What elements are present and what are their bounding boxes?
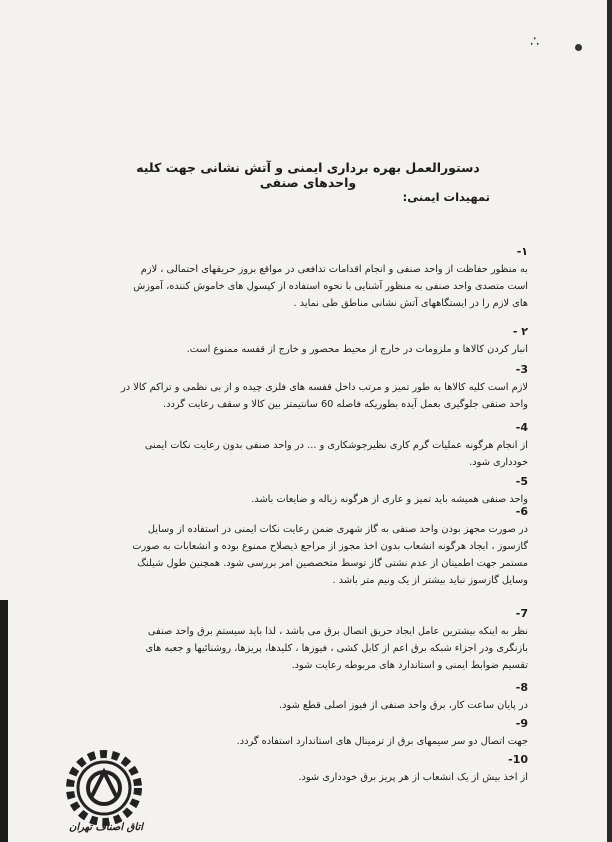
item-number: 10- [508, 753, 528, 766]
item-number: 5- [515, 475, 528, 488]
item-text: واحد صنفی همیشه باید تمیز و عاری از هرگونه زباله و ضایعات باشد. [251, 494, 528, 505]
item-text: لازم است کلیه کالاها به طور تمیز و مرتب داخل قفسه های فلزی چیده و از بی نظمی و تراکم کالا در واحد صنفی جلوگیری بعمل آیده بطوریکه فاصله 60 سانتیمتر بین کالا و سقف رعایت گردد. [121, 382, 528, 410]
item-number: 3- [515, 363, 528, 376]
item-text: انبار کردن کالاها و ملزومات در خارج از محیط محصور و خارج از قفسه ممنوع است. [186, 344, 528, 355]
list-item [118, 226, 528, 312]
item-text: در صورت مجهز بودن واحد صنفی به گاز شهری ضمن رعایت نکات ایمنی در استفاده از وسایل گازسوز ، ایجاد هرگونه انشعاب بدون اخذ مجوز از مراجع ذیصلاح ممنوع بوده و انشعابات به صورت مستمر جهت اطمینان از عدم نشتی گاز توسط متخصصین امر بررسی شود. همچنین طول شیلنگ وسایل گازسوز نباید بیشتر از یک ونیم متر باشد . [132, 524, 528, 586]
item-text: به منظور حفاظت از واحد صنفی و انجام اقدامات تدافعی در مواقع بروز حریقهای احتمالی ، لازم است متصدی واحد صنفی به منظور آشنایی با نحوه استفاده از کپسول های خاموش کننده، آموزش های لازم را در ایستگاههای آتش نشانی مناطق طی نماید . [133, 264, 528, 309]
item-number: ۱- [516, 245, 528, 258]
item-text: در پایان ساعت کار، برق واحد صنفی از فیوز اصلی قطع شود. [279, 700, 528, 711]
item-number: 7- [515, 607, 528, 620]
scan-edge-right [607, 0, 612, 842]
item-number: 8- [515, 681, 528, 694]
list-item [118, 486, 528, 589]
corner-scribble: ∴ [530, 34, 539, 50]
list-item [118, 734, 528, 786]
corner-dot [575, 44, 582, 51]
scan-edge-left [0, 600, 8, 842]
item-number: 4- [515, 421, 528, 434]
item-text: جهت اتصال دو سر سیمهای برق از ترمینال های استاندارد استفاده گردد. [236, 736, 528, 747]
item-number: ۲ - [512, 325, 528, 338]
item-number: 6- [515, 505, 528, 518]
item-text: نظر به اینکه بیشترین عامل ایجاد حریق اتصال برق می باشد ، لذا باید سیستم برق واحد صنفی بازنگری ودر اجزاء شبکه برق اعم از کابل کشی ، فیوزها ، کلیدها، پریزها، روشنائیها و جعبه های تقسیم ضوابط ایمنی و استاندارد های مربوطه رعایت شود. [145, 626, 528, 671]
section-heading: تمهیدات ایمنی: [402, 190, 490, 204]
document-title: دستورالعمل بهره برداری ایمنی و آتش نشانی جهت کلیه واحدهای صنفی [136, 160, 480, 190]
item-number: 9- [515, 717, 528, 730]
item-text: از اخذ بیش از یک انشعاب از هر پریز برق خودداری شود. [298, 772, 528, 783]
item-text: از انجام هرگونه عملیات گرم کاری نظیرجوشکاری و ... در واحد صنفی بدون رعایت نکات ایمنی خودداری شود. [144, 440, 528, 468]
logo-caption: اتاق اصناف تهران [68, 822, 144, 833]
